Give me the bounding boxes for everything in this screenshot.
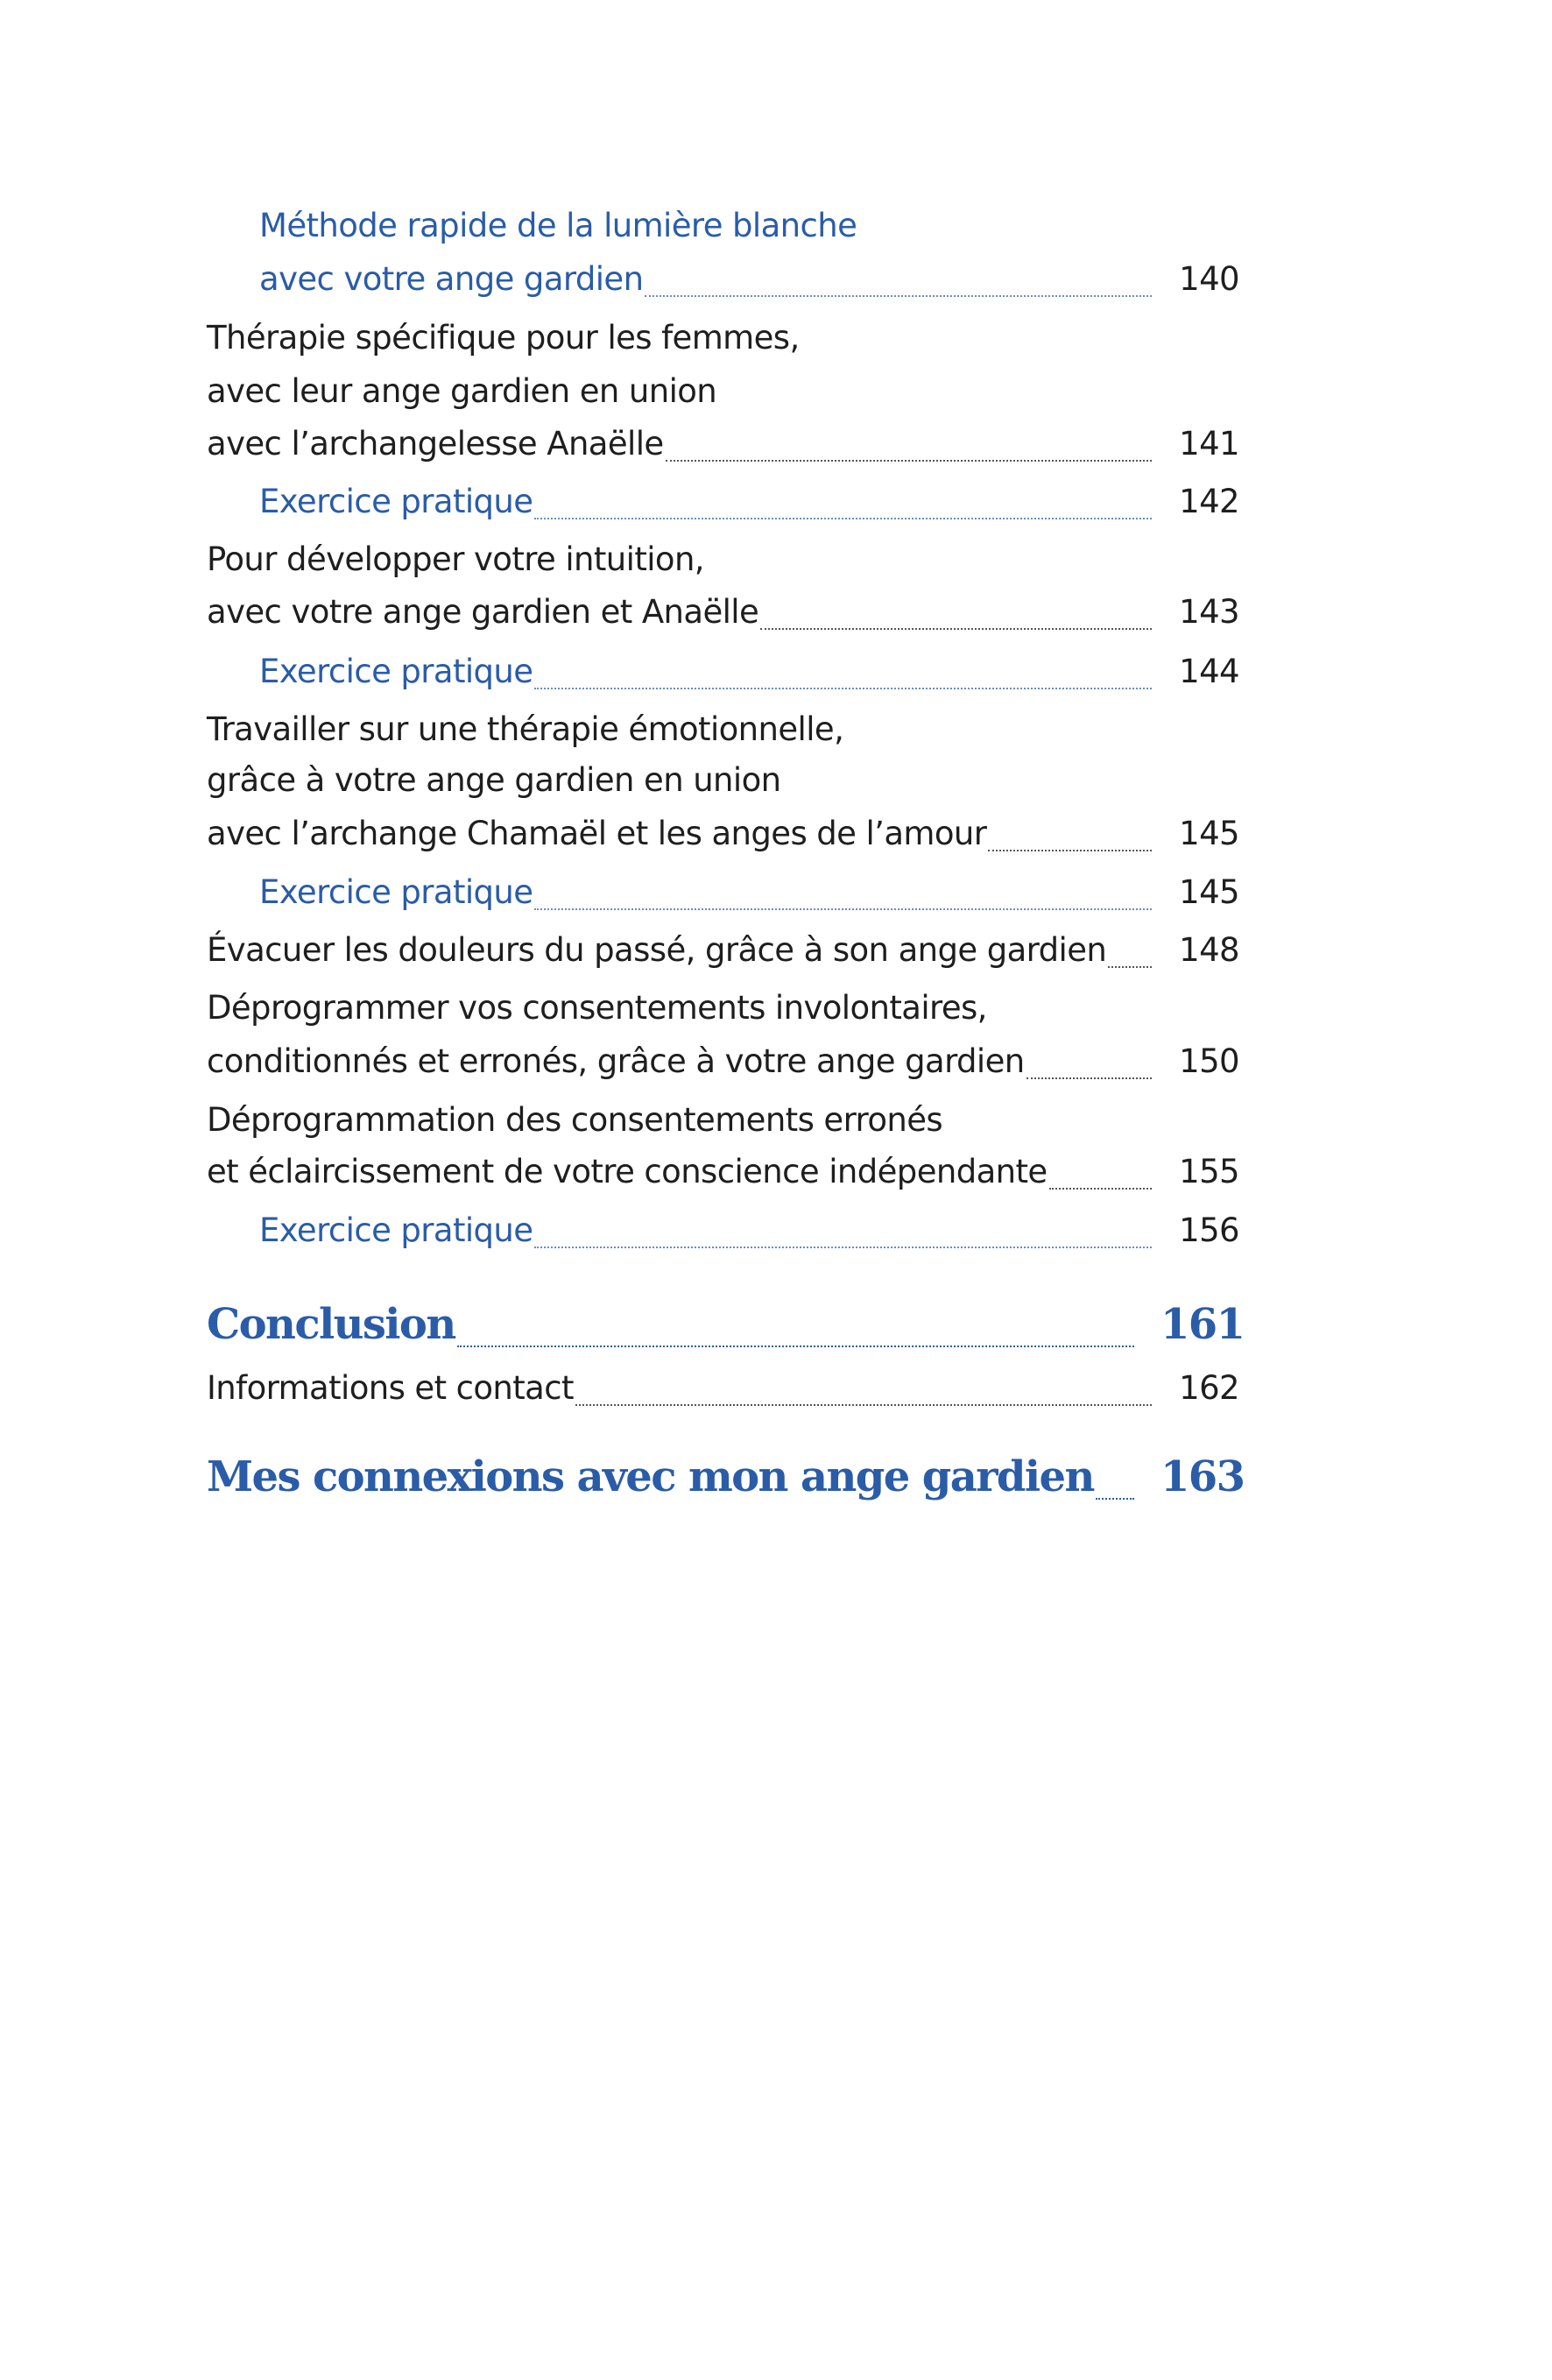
toc-page-number: 150 bbox=[1179, 1042, 1239, 1080]
toc-entry-title: grâce à votre ange gardien en union bbox=[207, 761, 781, 799]
toc-entry-title: avec votre ange gardien et Anaëlle bbox=[207, 593, 759, 631]
toc-entry-title: et éclaircissement de votre conscience indépendante bbox=[207, 1153, 1048, 1190]
toc-entry[interactable] bbox=[207, 989, 1239, 1038]
toc-entry[interactable] bbox=[207, 425, 1239, 474]
toc-page-number: 161 bbox=[1160, 1300, 1245, 1349]
dot-leader bbox=[645, 295, 1152, 297]
toc-entry-sub[interactable] bbox=[259, 653, 1239, 702]
toc-page-number: 162 bbox=[1179, 1369, 1239, 1407]
toc-entry[interactable] bbox=[207, 593, 1239, 642]
toc-entry[interactable] bbox=[207, 761, 1239, 810]
toc-entry[interactable] bbox=[207, 1101, 1239, 1150]
toc-entry-title: avec l’archangelesse Anaëlle bbox=[207, 425, 664, 463]
toc-entry-title: Exercice pratique bbox=[259, 483, 533, 520]
toc-entry-sub[interactable] bbox=[259, 873, 1239, 922]
toc-page-number: 163 bbox=[1160, 1452, 1245, 1501]
toc-page-number: 148 bbox=[1179, 931, 1239, 969]
toc-chapter-title: Conclusion bbox=[207, 1300, 455, 1349]
toc-page-number: 142 bbox=[1179, 483, 1239, 520]
toc-entry-title: Méthode rapide de la lumière blanche bbox=[259, 207, 857, 244]
dot-leader bbox=[1026, 1077, 1152, 1079]
toc-entry-title: avec leur ange gardien en union bbox=[207, 372, 717, 410]
toc-entry-sub[interactable] bbox=[259, 483, 1239, 532]
toc-entry[interactable] bbox=[207, 1369, 1239, 1418]
toc-page-number: 140 bbox=[1179, 260, 1239, 298]
toc-entry-title: Exercice pratique bbox=[259, 873, 533, 911]
toc-entry-title: Déprogrammer vos consentements involontaires, bbox=[207, 989, 987, 1027]
toc-entry-title: Informations et contact bbox=[207, 1369, 574, 1407]
dot-leader bbox=[534, 1246, 1152, 1248]
toc-entry-title: Travailler sur une thérapie émotionnelle, bbox=[207, 710, 844, 748]
toc-entry[interactable] bbox=[207, 1153, 1239, 1202]
toc-entry-sub[interactable] bbox=[259, 1211, 1239, 1261]
dot-leader bbox=[760, 628, 1152, 630]
toc-entry[interactable] bbox=[207, 815, 1239, 864]
toc-page-number: 155 bbox=[1179, 1153, 1239, 1190]
dot-leader bbox=[666, 460, 1152, 462]
toc-entry[interactable] bbox=[207, 1042, 1239, 1091]
toc-entry-title: Déprogrammation des consentements erronés bbox=[207, 1101, 943, 1139]
toc-entry-sub[interactable] bbox=[259, 207, 1239, 256]
toc-entry-title: Pour développer votre intuition, bbox=[207, 540, 704, 578]
dot-leader bbox=[988, 850, 1152, 851]
toc-page-number: 156 bbox=[1179, 1211, 1239, 1249]
toc-entry-title: avec l’archange Chamaël et les anges de l’amour bbox=[207, 815, 987, 852]
toc-chapter-connexions[interactable] bbox=[207, 1452, 1245, 1514]
dot-leader bbox=[575, 1404, 1152, 1406]
toc-page-number: 145 bbox=[1179, 815, 1239, 852]
toc-chapter-title: Mes connexions avec mon ange gardien bbox=[207, 1452, 1094, 1501]
toc-entry-title: Exercice pratique bbox=[259, 653, 533, 690]
toc-page-number: 141 bbox=[1179, 425, 1239, 463]
dot-leader bbox=[1108, 966, 1152, 968]
toc-entry-title: conditionnés et erronés, grâce à votre ange gardien bbox=[207, 1042, 1025, 1080]
toc-entry[interactable] bbox=[207, 540, 1239, 590]
toc-chapter-conclusion[interactable] bbox=[207, 1300, 1245, 1361]
toc-entry-sub[interactable] bbox=[259, 260, 1239, 309]
toc-entry[interactable] bbox=[207, 710, 1239, 759]
toc-page-number: 143 bbox=[1179, 593, 1239, 631]
toc-entry-title: Évacuer les douleurs du passé, grâce à son ange gardien bbox=[207, 931, 1107, 969]
dot-leader bbox=[457, 1345, 1134, 1347]
dot-leader bbox=[1049, 1188, 1152, 1190]
toc-entry[interactable] bbox=[207, 372, 1239, 421]
dot-leader bbox=[534, 518, 1152, 519]
toc-page-number: 145 bbox=[1179, 873, 1239, 911]
dot-leader bbox=[534, 688, 1152, 689]
toc-entry-title: Thérapie spécifique pour les femmes, bbox=[207, 319, 800, 357]
toc-entry-title: Exercice pratique bbox=[259, 1211, 533, 1249]
dot-leader bbox=[1096, 1498, 1134, 1500]
toc-page-number: 144 bbox=[1179, 653, 1239, 690]
dot-leader bbox=[534, 908, 1152, 910]
toc-entry[interactable] bbox=[207, 931, 1239, 980]
toc-entry-title: avec votre ange gardien bbox=[259, 260, 644, 298]
toc-entry[interactable] bbox=[207, 319, 1239, 368]
